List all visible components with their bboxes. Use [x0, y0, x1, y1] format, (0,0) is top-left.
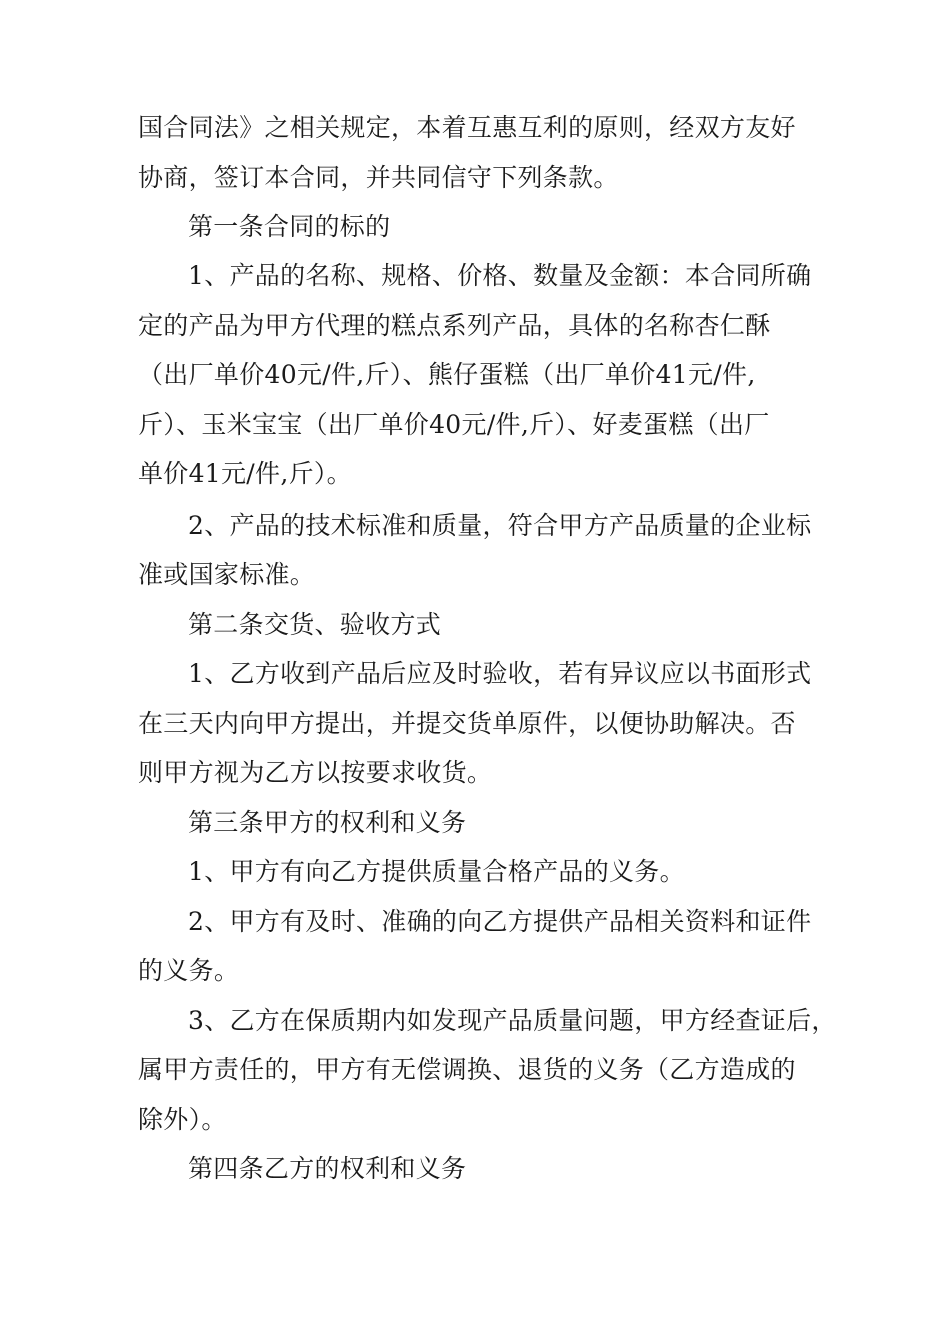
clause-2-1: 1、乙方收到产品后应及时验收，若有异议应以书面形式: [188, 659, 812, 688]
clause-1-2: 2、产品的技术标准和质量，符合甲方产品质量的企业标: [188, 511, 812, 540]
clause-3-1: 1、甲方有向乙方提供质量合格产品的义务。: [188, 857, 685, 886]
section-heading-4: 第四条乙方的权利和义务: [188, 1154, 467, 1183]
contract-text-line: 国合同法》之相关规定，本着互惠互利的原则，经双方友好: [138, 113, 796, 142]
contract-text-line: 单价41元/件,斤）。: [138, 459, 352, 488]
clause-3-3: 3、乙方在保质期内如发现产品质量问题，甲方经查证后，: [188, 1006, 837, 1035]
contract-text-line: 属甲方责任的，甲方有无偿调换、退货的义务（乙方造成的: [138, 1055, 796, 1084]
contract-text-line: 除外）。: [138, 1105, 227, 1134]
contract-text-line: 斤）、玉米宝宝（出厂单价40元/件,斤）、好麦蛋糕（出厂: [138, 410, 770, 439]
section-heading-2: 第二条交货、验收方式: [188, 610, 442, 639]
contract-text-line: 的义务。: [138, 956, 240, 985]
contract-text-line: 定的产品为甲方代理的糕点系列产品，具体的名称杏仁酥: [138, 311, 771, 340]
section-heading-1: 第一条合同的标的: [188, 212, 391, 241]
contract-text-line: 则甲方视为乙方以按要求收货。: [138, 758, 493, 787]
contract-text-line: 协商，签订本合同，并共同信守下列条款。: [138, 163, 619, 192]
contract-text-line: 在三天内向甲方提出，并提交货单原件，以便协助解决。否: [138, 709, 796, 738]
clause-1-1: 1、产品的名称、规格、价格、数量及金额：本合同所确: [188, 261, 812, 290]
clause-3-2: 2、甲方有及时、准确的向乙方提供产品相关资料和证件: [188, 907, 812, 936]
contract-text-line: 准或国家标准。: [138, 560, 316, 589]
contract-text-line: （出厂单价40元/件,斤）、熊仔蛋糕（出厂单价41元/件,: [138, 360, 756, 389]
section-heading-3: 第三条甲方的权利和义务: [188, 808, 467, 837]
